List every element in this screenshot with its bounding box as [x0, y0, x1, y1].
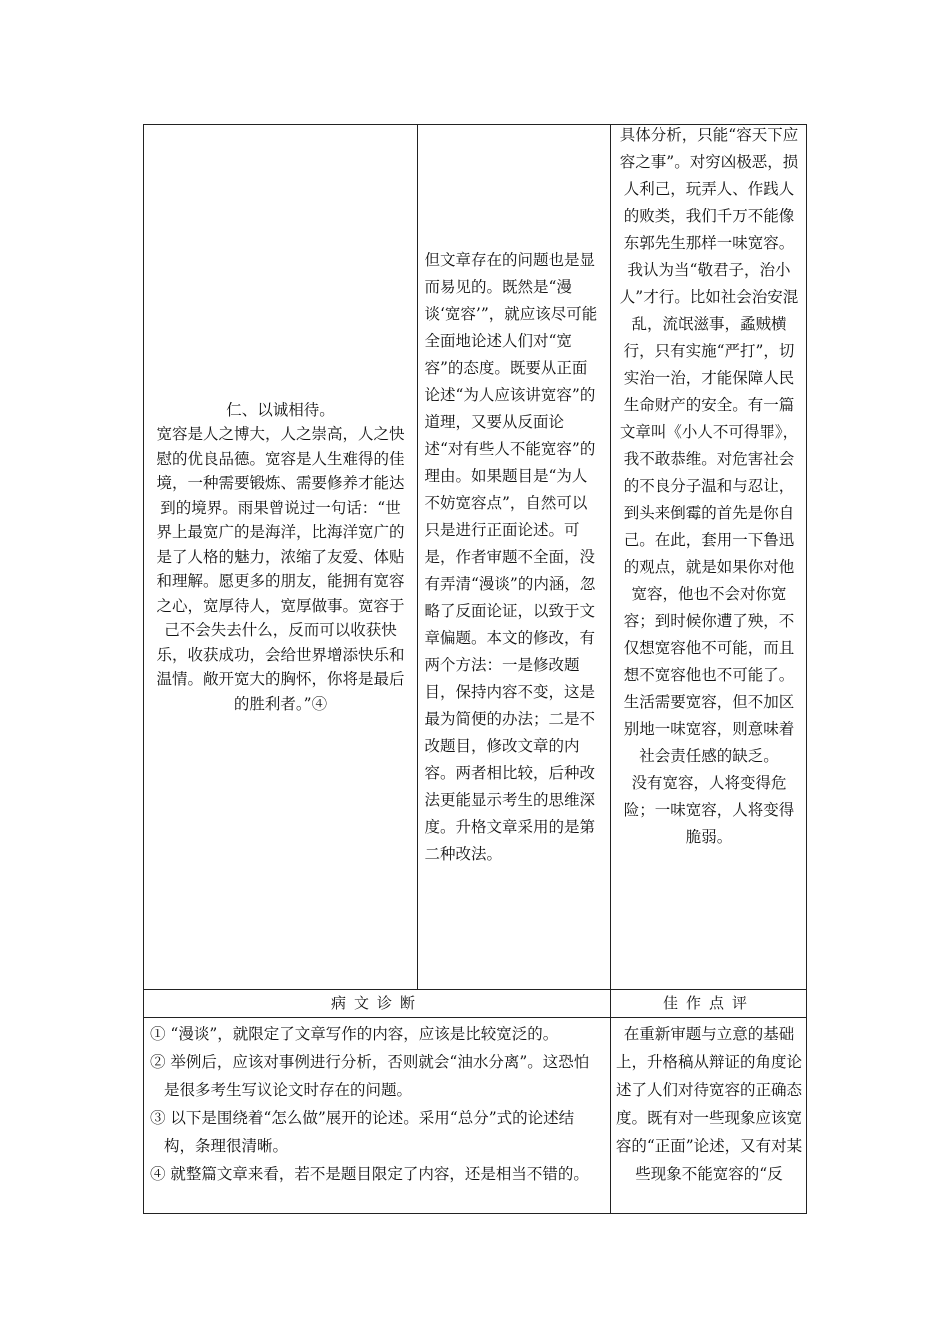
revision-analysis-cell	[418, 125, 609, 989]
diagnosis-item: ④ 就整篇文章来看，若不是题目限定了内容，还是相当不错的。	[150, 1165, 589, 1183]
improved-essay-paragraph-1: 具体分析，只能“容天下应容之事”。对穷凶极恶，损人利己，玩弄人、作践人的败类，我们千万不能像东郭先生那样一味宽容。我认为当“敬君子，治小人”才行。比如社会治安混乱，流氓滋事，蟊贼横行，只有实施“严打”，切实治一治，才能保障人民生命财产的安全。有一篇文章叫《小人不可得罪》，我不敢恭维。对危害社会的不良分子温和与忍让，到头来倒霉的首先是你自己。在此，套用一下鲁迅的观点，就是如果你对他宽容，他也不会对你宽容；到时候你遭了殃，不仅想宽容他不可能，而且想不宽容他也不可能了。	[619, 126, 799, 684]
revision-analysis-text: 但文章存在的问题也是显而易见的。既然是“漫谈‘宽容’”，就应该尽可能全面地论述人们对“宽容”的态度。既要从正面论述“为人应该讲宽容”的道理，又要从反面论述“对有些人不能宽容”的理由。如果题目是“为人不妨宽容点”，自然可以只是进行正面论述。可是，作者审题不全面，没有弄清“漫谈”的内涵，忽略了反面论证，以致于文章偏题。本文的修改，有两个方法：一是修改题目，保持内容不变，这是最为简便的办法；二是不改题目，修改文章的内容。两者相比较，后种改法更能显示考生的思维深度。升格文章采用的是第二种改法。	[424, 250, 598, 863]
diagnosis-header: 病文诊断	[330, 994, 423, 1012]
improved-essay-paragraph-3: 没有宽容，人将变得危险；一味宽容，人将变得脆弱。	[623, 774, 795, 846]
improved-essay-paragraph-2: 生活需要宽容，但不加区别地一味宽容，则意味着社会责任感的缺乏。	[623, 693, 795, 765]
diagnosis-item: ① “漫谈”，就限定了文章写作的内容，应该是比较宽泛的。	[150, 1025, 559, 1043]
diagnosis-item: ③ 以下是围绕着“怎么做”展开的论述。采用“总分”式的论述结构，条理很清晰。	[150, 1109, 575, 1155]
comment-text: 在重新审题与立意的基础上，升格稿从辩证的角度论述了人们对待宽容的正确态度。既有对一些现象应该宽容的“正面”论述，又有对某些现象不能宽容的“反	[615, 1025, 803, 1183]
original-essay-cell	[144, 125, 417, 989]
improved-essay-cell	[610, 125, 807, 989]
original-essay-heading: 仁、以诚相待。	[226, 400, 335, 419]
diagnosis-item: ② 举例后，应该对事例进行分析，否则就会“油水分离”。这恐怕是很多考生写议论文时存在的问题。	[150, 1053, 590, 1099]
essay-comparison-table	[143, 124, 807, 1214]
diagnosis-list	[150, 1018, 604, 1214]
original-essay-text: 宽容是人之博大，人之崇高，人之快慰的优良品德。宽容是人生难得的佳境，一种需要锻炼、需要修养才能达到的境界。雨果曾说过一句话：“世界上最宽广的是海洋，比海洋宽广的是了人格的魅力，浓缩了友爱、体贴和理解。愿更多的朋友，能拥有宽容之心，宽厚待人，宽厚做事。宽容于己不会失去什么，反而可以收获快乐，收获成功，会给世界增添快乐和温情。敞开宽大的胸怀，你将是最后的胜利者。”④	[156, 425, 405, 713]
comment-cell	[614, 1018, 804, 1214]
comment-header: 佳作点评	[662, 994, 755, 1012]
